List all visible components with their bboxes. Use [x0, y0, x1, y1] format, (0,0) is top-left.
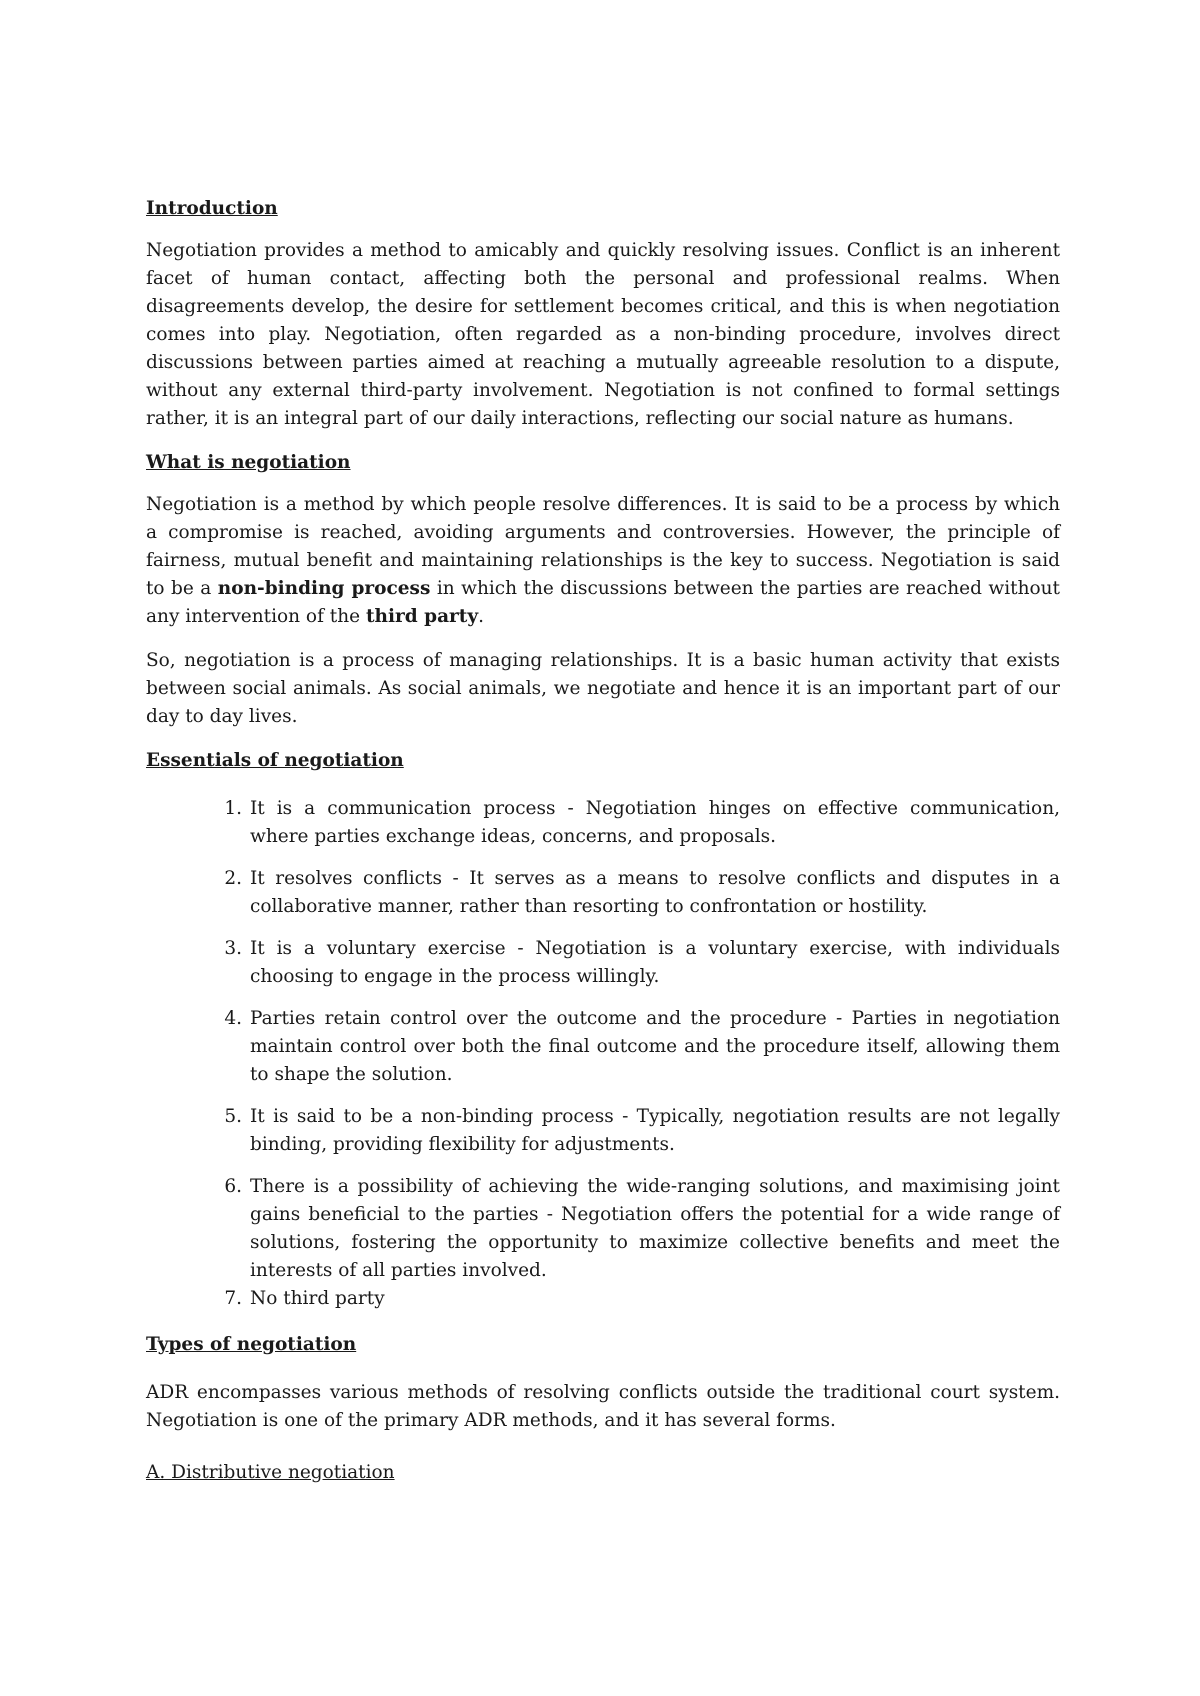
types-paragraph: ADR encompasses various methods of resolving conflicts outside the traditional court system. Negotiation is one of the primary ADR methods, and it has several forms. [146, 1382, 1060, 1431]
what-is-paragraph-2: So, negotiation is a process of managing relationships. It is a basic human activity that exists between social animals. As social animals, we negotiate and hence it is an important part of our day to day lives. [146, 650, 1060, 727]
list-item-number: 4. [224, 1008, 242, 1029]
document-page [146, 195, 1060, 1487]
what-is-p1-end: . [478, 606, 484, 627]
list-item [146, 1005, 1060, 1089]
intro-heading: Introduction [146, 198, 278, 219]
list-item-text: It is a communication process - Negotiation hinges on effective communication, where parties exchange ideas, concerns, and proposals. [250, 798, 1060, 847]
list-item [146, 865, 1060, 921]
list-item-number: 3. [224, 938, 242, 959]
list-item-number: 5. [224, 1106, 242, 1127]
list-item-number: 1. [224, 798, 242, 819]
what-is-p1-start: Negotiation is a method by which people resolve differences. It is said to be a process by which a compromise is reached, avoiding arguments and controversies. However, the principle of fairness, mutual benefit and maintaining relationships is the key to success. Negotiation is said to be a [146, 494, 1060, 599]
list-item-text: It resolves conflicts - It serves as a means to resolve conflicts and disputes in a collaborative manner, rather than resorting to confrontation or hostility. [250, 868, 1060, 917]
what-is-p1-mid: in which the discussions between the parties are reached without any intervention of the [146, 578, 1060, 627]
non-binding-emphasis: non-binding process [217, 578, 431, 599]
what-is-paragraph-1 [146, 491, 1060, 631]
essentials-heading: Essentials of negotiation [146, 750, 404, 771]
list-item [146, 795, 1060, 851]
what-is-heading: What is negotiation [146, 452, 351, 473]
essentials-list [146, 795, 1060, 1313]
list-item [146, 935, 1060, 991]
list-item-text: Parties retain control over the outcome and the procedure - Parties in negotiation maintain control over both the final outcome and the procedure itself, allowing them to shape the solution. [250, 1008, 1060, 1085]
list-item-number: 6. [224, 1176, 242, 1197]
list-item-text: No third party [250, 1288, 385, 1309]
list-item-text: It is a voluntary exercise - Negotiation is a voluntary exercise, with individuals choosing to engage in the process willingly. [250, 938, 1060, 987]
list-item-text: There is a possibility of achieving the wide-ranging solutions, and maximising joint gains beneficial to the parties - Negotiation offers the potential for a wide range of solutions, fostering the opportunity to maximize collective benefits and meet the interests of all parties involved. [250, 1176, 1060, 1281]
distributive-subheading: A. Distributive negotiation [146, 1462, 395, 1483]
list-item-number: 2. [224, 868, 242, 889]
list-item-text: It is said to be a non-binding process - Typically, negotiation results are not legally binding, providing flexibility for adjustments. [250, 1106, 1060, 1155]
third-party-emphasis: third party [365, 606, 479, 627]
list-item [146, 1173, 1060, 1285]
list-item-number: 7. [224, 1288, 242, 1309]
list-item [146, 1103, 1060, 1159]
list-item [146, 1285, 1060, 1313]
intro-paragraph: Negotiation provides a method to amicably and quickly resolving issues. Conflict is an inherent facet of human contact, affecting both the personal and professional realms. When disagreements develop, the desire for settlement becomes critical, and this is when negotiation comes into play. Negotiation, often regarded as a non-binding procedure, involves direct discussions between parties aimed at reaching a mutually agreeable resolution to a dispute, without any external third-party involvement. Negotiation is not confined to formal settings rather, it is an integral part of our daily interactions, reflecting our social nature as humans. [146, 240, 1060, 429]
types-heading: Types of negotiation [146, 1334, 357, 1355]
